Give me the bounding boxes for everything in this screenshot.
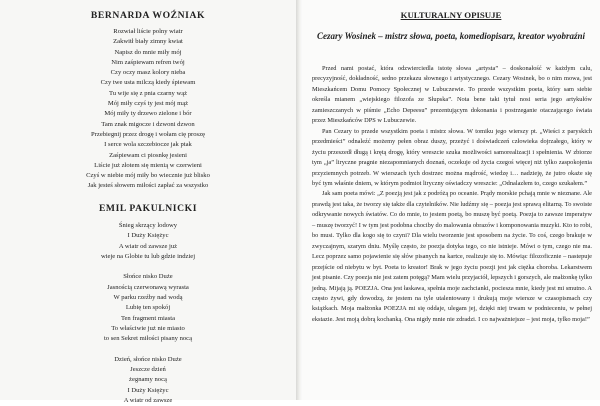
article-paragraph: Pan Cezary to przede wszystkim poeta i mistrz słowa. W tomiku jego wierszy pt. „Wieści z paryskich przedmieści” odnaleźć możemy pełen obraz duszy, przeżyć i doświadczeń człowieka dojrzałego, który w życiu przeszedł długą i krętą drogę, który wreszcie szuka możliwości samorealizacji i spełnienia. W zbiorze tym „ja” liryczne pragnie niezapomnianych doznań, oczekuje od życia czegoś więcej niż tylko zaspokojenia przyziemnych potrzeb. W wierszach tych dostrzec można mądrość, wiedzę i… nadzieję, że jutro okaże się być tym właśnie dniem, w którym podmiot liryczny oświadczy wreszcie: „Odnalazłem to, czego szukałem.” — [312, 127, 592, 187]
poem-line: Czy oczy masz kolory nieba — [110, 69, 186, 77]
poem-line: Ten fragment miasta — [120, 314, 176, 322]
poem-line: A wiatr od zawsze — [123, 397, 173, 405]
poem-line: Jak jesteś słowem miłości zapłać za wszystko — [87, 182, 209, 190]
left-page — [0, 0, 296, 405]
poem-line: Czyś w niebie mój miły bo wiecznie już blisko — [86, 172, 210, 180]
poem-line: I serce wola szczebiocze jak ptak — [104, 141, 192, 149]
poem-line: Przebiegnij przez drogę i wołam cię proszę — [91, 130, 205, 138]
poem-line: Tu wije się z pnia czarny wąż — [108, 89, 188, 97]
poem2-body — [0, 221, 296, 406]
poem-line: Nim zaśpiewam refren twój — [111, 58, 185, 66]
poem-line: Zakwitł biały zimny kwiat — [113, 38, 183, 46]
poem1-body — [0, 27, 296, 192]
poem-line: W parku rzeźby nad wodą — [113, 294, 183, 302]
poem-line: Zaśpiewam ci piosnkę jesieni — [109, 151, 187, 159]
poem-line: Śnieg skrzący lodowy — [118, 222, 178, 229]
poem-line: Lubię ten spokój — [125, 304, 171, 312]
section-heading — [302, 10, 600, 20]
poem2-author: EMIL PAKULNICKI — [98, 203, 198, 214]
poem1-author: BERNARDA WOŹNIAK — [90, 10, 206, 21]
poem-line: Liście już złotem się mienią w czerwieni — [94, 161, 202, 169]
poem-line: Mój miły ty drzewo zielone i bór — [104, 110, 192, 118]
poem-line: I Duży Księżyc — [127, 232, 169, 240]
article-body — [312, 64, 592, 325]
stanza-gap — [0, 345, 296, 355]
article-subtitle: Cezary Wosinek – mistrz słowa, poeta, komediopisarz, kreator wyobraźni — [317, 31, 585, 41]
poem-line: I Duży Księżyc — [127, 386, 169, 394]
poem-line: Napisz do mnie miły mój — [114, 48, 182, 56]
stanza-gap — [0, 262, 296, 272]
poem-line: żegnamy nocą — [129, 376, 167, 384]
poem-line: Mój miły czyś ty jest mój mąż — [107, 100, 189, 108]
poem-line: Dzień, słońce nisko Duże — [114, 355, 182, 363]
poem-line: Tam znak migocze i dzwoni dzwon — [101, 120, 195, 128]
poem-line: Czy twe usta milczą kiedy śpiewam — [100, 79, 196, 87]
poem-line: Rozwiał liście polny wiatr — [113, 28, 183, 35]
section-heading-text: KULTURALNY OPISUJE — [400, 10, 502, 20]
poem-line: wieje na Globie tu lub gdzie indziej — [100, 252, 196, 260]
poem-line: Słońce nisko Duże — [123, 273, 173, 281]
poem-line: to sen Sekret miłości pisany nocą — [103, 335, 193, 343]
poem-line: To właściwie już nie miasto — [111, 324, 185, 332]
poem-line: Jeszcze dzień — [130, 366, 166, 374]
article-paragraph: Jak sam poeta mówi: „Z poezją jest jak z podróżą po oceanie. Prądy morskie pchają mnie w nieznane. Ale prawdą jest taka, że tworzy się także dla czytelników. Nie ludźmy się – poezja jest sprawą elitarną. To swoiste odkrywanie nowych światów. Co do mnie, to jestem poetą, bo muszę być poetą. Poezja to zawsze imperatyw – muszę tworzyć! I w tym jest podobna chociby do malowania obrazów i komponowania muzyki. Kto to robi, bo musi. Tylko dla kogo się to czyni? Dla wielu tworzenie jest sposobem na życie. To coś, czego brakuje w zwyczajnym, szarym dniu. Myślę często, że poezja dotyka tego, co nie istnieje. Mówi o tym, czego nie ma. Lecz poprzez samo pojawienie się słów pisanych na kartce, realizuje się to. Mówiąc filozoficznie – nastepuje przejście od niebytu w byt. Poeta to kreator! Brak w jego życiu poezji jest jak ciężka choroba. Lekarstwem jest pisanie. Czy poezja nie jest zatem potęgą? Mam wielu przyjaciół, lepszych i gorszych, ale małżonkę tylko jedną. Mijają ją. POEZJA. Ona jest łaskawa, spełnia moje zachcianki, pociesza mnie, kiedy jest mi smutno. A często żywi, gdy dowodzą, że jestem na tyle utalentowany i drukują moje wiersze w czasopismach czy książkach. Moja małżonka POEZJA mi się oddaje, ulegam jej, dzięki niej trwam w podnieceniu, w pełnej ekstazie. Jest moją dobrą kochanką. Ona nigdy mnie nie zdradzi. I co najważniejsze – jest moja, tylko moja!” — [312, 190, 592, 323]
article-paragraph: Przed nami postać, która odzwierciedla istotę słowa „artysta” – doskonałość w każdym calu, precyzyjność, dokładność, sedno przekazu słownego i artystycznego. Cezary Wosinek, bo o nim mowa, jest Mieszkańcem Domu Pomocy Społecznej w Lubuczewie. To przede wszystkim poeta, który sam siebie określa mianem „wiejskiego filozofa ze Słupska”. Nota bene taki tytuł nosi seria jego artykułów zamieszczanych w piśmie „Echo Depeesu” prezentującym dokonania i postrzeganie otaczającego świata przez Mieszkańców DPS w Lubuczewie. — [312, 65, 592, 125]
poem-line: A wiatr od zawsze już — [118, 242, 178, 250]
right-page — [302, 0, 600, 400]
poem-line: Jasnością czerwonawą wyrasta — [107, 283, 189, 291]
